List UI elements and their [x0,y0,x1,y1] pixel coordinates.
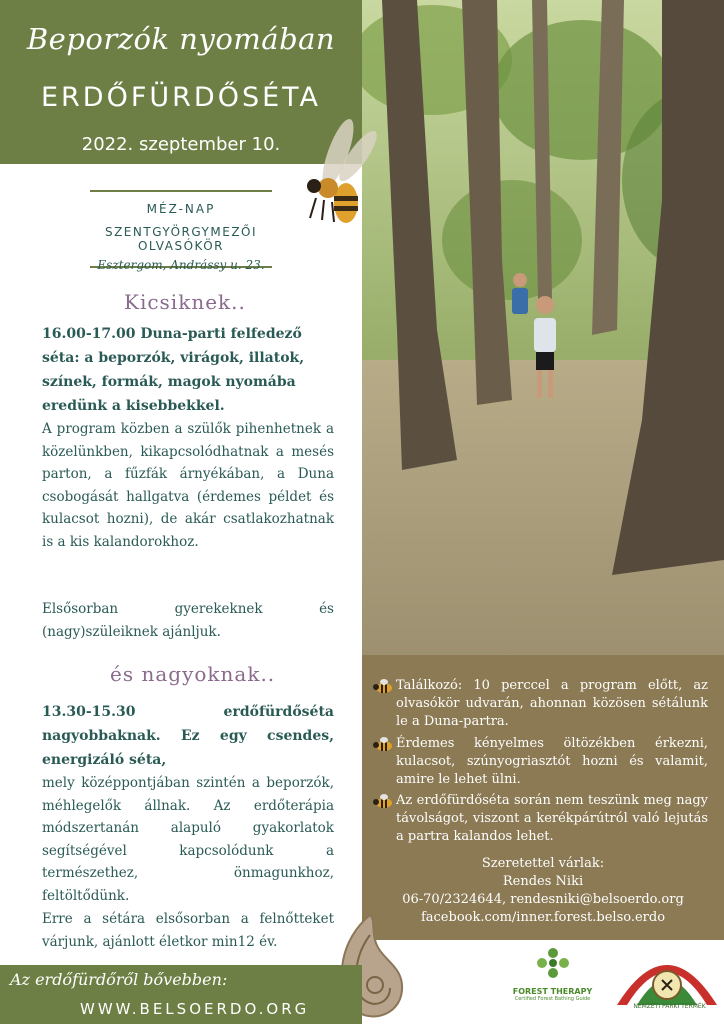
info-item [396,677,708,731]
bee-icon [372,792,394,812]
forest-photo [362,0,724,655]
event-name: MÉZ-NAP [146,202,216,216]
event-address: Esztergom, Andrássy u. 23. [97,258,265,272]
bee-icon [372,677,394,697]
adults-lead: 13.30-15.30 erdőfürdőséta nagyobbaknak. Ez egy csendes, energizáló séta, [42,704,334,768]
contact-block [362,855,724,927]
greeting: Szeretettel várlak: [481,856,605,871]
adults-note: Erre a sétára elsősorban a felnőtteket várjunk, ajánlott életkor min12 év. [42,911,334,950]
info-meeting: Találkozó: 10 perccel a program előtt, az olvasókör udvarán, ahonnan közösen sétálunk le a Duna-partra. [396,678,708,729]
info-item [396,792,708,846]
info-distance: Az erdőfürdőséta során nem teszünk meg nagy távolságot, viszont a kerékpárútról való lejutás a partra kalandos lehet. [396,793,708,844]
event-venue: SZENTGYÖRGYMEZŐI OLVASÓKÖR [104,225,258,253]
adults-body: mely középpontjában szintén a beporzók, méhlegelők állnak. Az erdőterápia módszertanán alapuló gyakorlatok segítségével kapcsolódunk a természethez, önmagunkhoz, feltöltődünk. [42,775,334,904]
bee-illustration [288,108,378,228]
info-clothing: Érdemes kényelmes öltözékben érkezni, kulacsot, szúnyogriasztót hozni és valamit, amire le lehet ülni. [396,736,708,787]
kids-note: Elsősorban gyerekeknek és (nagy)szüleiknek ajánljuk. [42,601,334,640]
event-date: 2022. szeptember 10. [81,134,281,155]
footer-note: Az erdőfürdőről bővebben: [10,970,228,989]
event-box [90,190,272,272]
script-title: Beporzók nyomában [26,22,336,56]
seal-text: NEMZETI PARKI TERMÉK [633,1003,706,1010]
forest-therapy-sub: Certified Forest Bathing Guide [514,996,591,1002]
website-link[interactable]: WWW.BELSOERDO.ORG [80,1000,310,1018]
organizer-name: Rendes Niki [502,874,584,889]
national-park-seal [612,945,722,1023]
facebook-link[interactable]: facebook.com/inner.forest.belso.erdo [420,910,666,925]
kids-heading: Kicsiknek.. [124,290,246,314]
forest-therapy-logo [505,945,600,1020]
info-item [396,735,708,789]
forest-photo-illustration [362,0,724,655]
kids-body: A program közben a szülők pihenhetnek a közelünkben, kikapcsolódhatnak a mesés parton, a fűzfák árnyékában, a Duna csobogását hallgatva (érdemes példet és kulacsot hozni), de akár csatlakozhatnak is a kis kalandorokhoz. [42,421,334,550]
contact-phone-email[interactable]: 06-70/2324644, rendesniki@belsoerdo.org [402,892,684,907]
page-title: ERDŐFÜRDŐSÉTA [40,82,322,113]
kids-lead: 16.00-17.00 Duna-parti felfedező séta: a beporzók, virágok, illatok, színek, formák, magok nyomába eredünk a kisebbekkel. [42,326,305,414]
bee-icon [372,735,394,755]
adults-heading: és nagyoknak.. [110,662,276,686]
forest-therapy-text: FOREST THERAPY [512,987,593,996]
leaf-logo-icon [533,945,573,983]
info-panel [362,655,724,940]
